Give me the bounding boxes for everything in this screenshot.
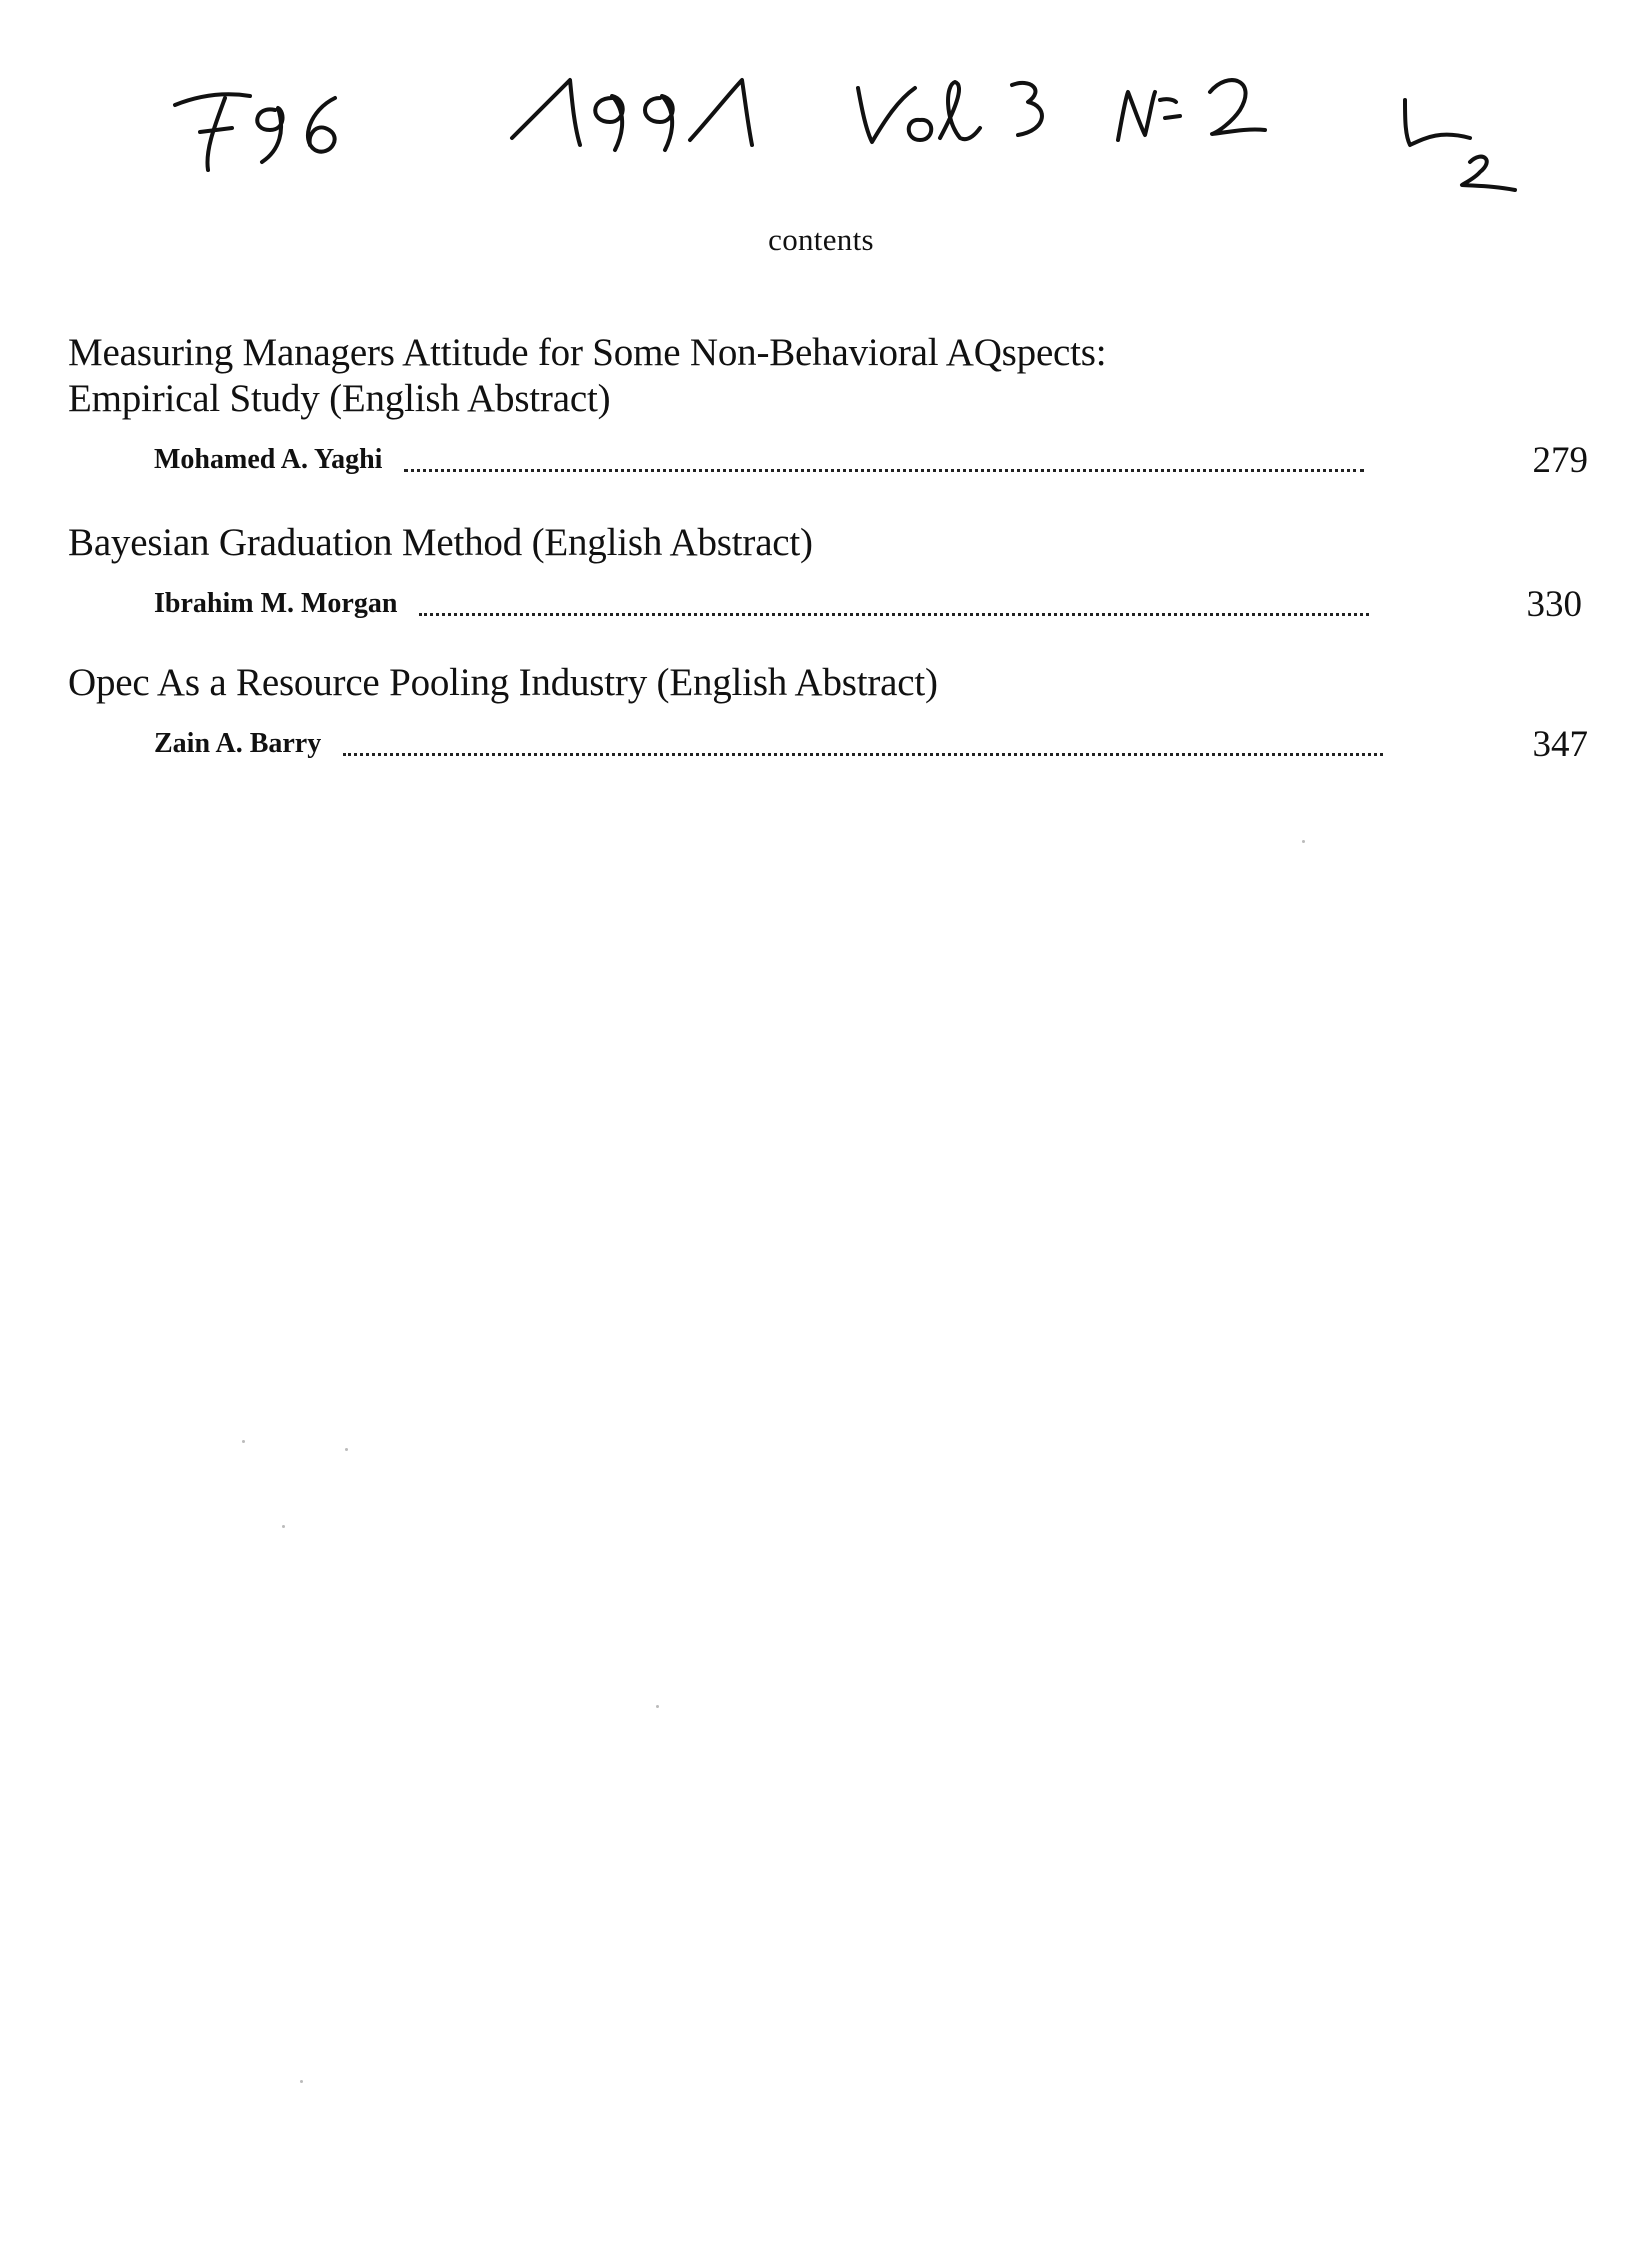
handwritten-note-drawing [0,0,1642,230]
author-line [154,706,1588,762]
contents-heading: contents [768,222,874,257]
dot-leader [419,613,1369,616]
handwriting-f96 [175,94,335,170]
toc-entry [68,520,1588,625]
toc-entry [68,660,1588,765]
entry-title-line: Opec As a Resource Pooling Industry (English Abstract) [68,661,938,704]
handwriting-number-2 [1118,80,1265,140]
author-name: Ibrahim M. Morgan [154,588,398,619]
page-number: 347 [1532,724,1588,765]
scan-speck [242,1440,245,1443]
handwriting-vol3 [858,82,1042,142]
scan-speck [1302,840,1305,843]
handwriting-l2 [1405,100,1515,190]
author-line [154,566,1588,622]
author-line [154,422,1588,478]
handwriting-1991 [512,80,752,150]
entry-title-line: Bayesian Graduation Method (English Abstract) [68,521,813,564]
scan-speck [345,1448,348,1451]
entry-title [68,330,1368,422]
entry-title-line: Measuring Managers Attitude for Some Non-Behavioral AQspects: [68,331,1107,374]
entry-title [68,520,1368,566]
scan-speck [282,1525,285,1528]
table-of-contents [68,330,1588,765]
toc-entry [68,330,1588,481]
entry-title-line: Empirical Study (English Abstract) [68,377,611,420]
dot-leader [404,469,1364,472]
dot-leader [343,753,1383,756]
handwritten-note [0,0,1642,230]
page-number: 279 [1532,440,1588,481]
entry-title [68,660,1368,706]
scan-speck [300,2080,303,2083]
scan-speck [656,1705,659,1708]
author-name: Zain A. Barry [154,728,322,759]
author-name: Mohamed A. Yaghi [154,444,383,475]
page-number: 330 [1526,584,1582,625]
